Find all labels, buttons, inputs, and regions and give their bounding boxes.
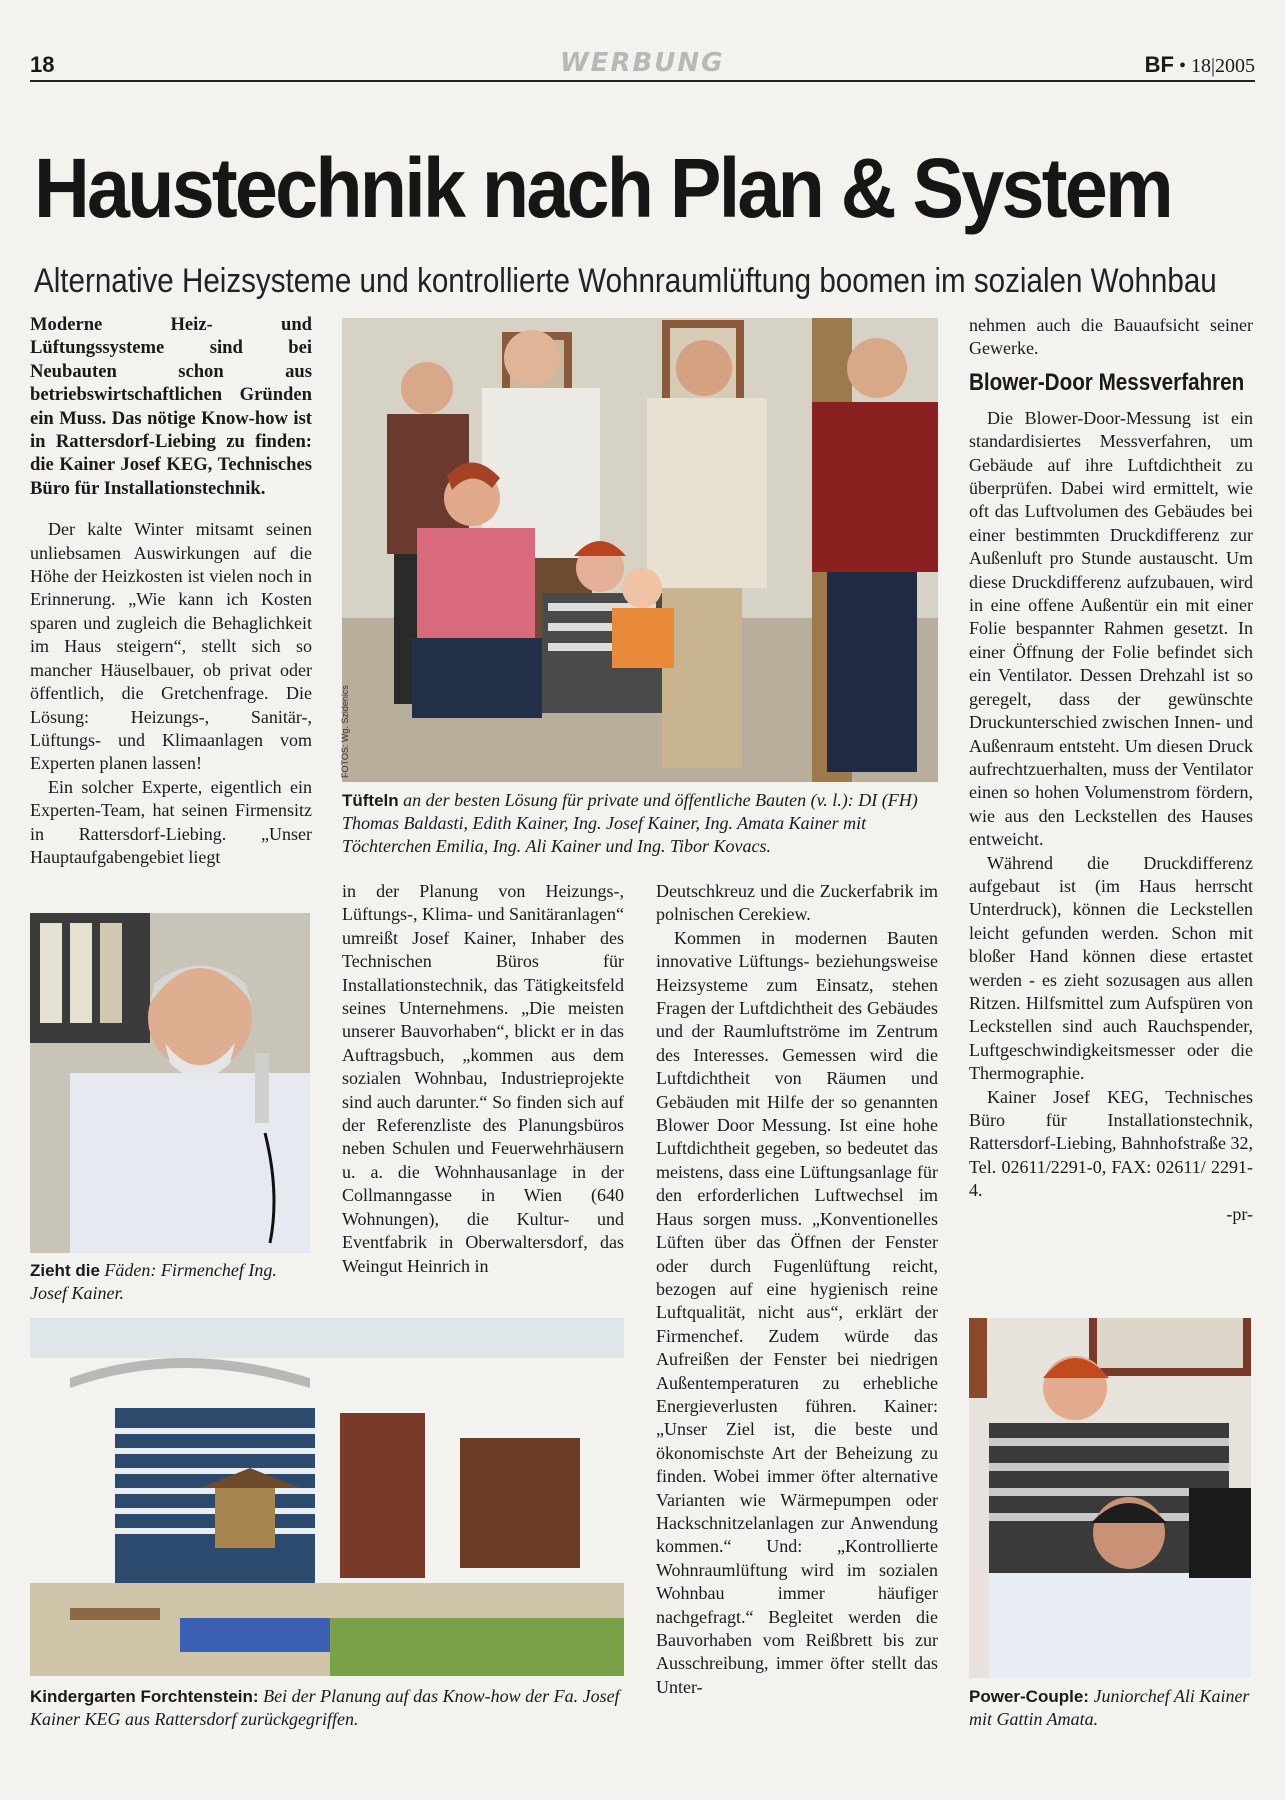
phone-photo-caption bbox=[30, 1259, 310, 1305]
team-photo bbox=[342, 318, 938, 782]
caption-text: an der besten Lösung für private und öffentliche Bauten (v. l.): DI (FH) Thomas Baldasti, Edith Kainer, Ing. Josef Kainer, Ing. Amata Kainer mit Töchterchen Emilia, Ing. Ali Kainer und Ing. Tibor Kovacs. bbox=[342, 790, 918, 856]
body-paragraph: Der kalte Winter mitsamt seinen unliebsamen Auswirkungen auf die Höhe der Heizkosten ist vielen noch in Erinnerung. „Wie kann ich Kosten sparen und zugleich die Behaglichkeit im Haus steigern“, stellt sich so mancher Häuselbauer, ob privat oder öffentlich, die Gretchenfrage. Die Lösung: Heizungs-, Sanitär-, Lüftungs- und Klimaanlagen vom Experten planen lassen! bbox=[30, 519, 312, 774]
caption-keyword: Kindergarten Forchtenstein: bbox=[30, 1687, 259, 1706]
header-rule bbox=[30, 80, 1255, 82]
issue-info: BF • 18|2005 bbox=[1144, 52, 1255, 77]
body-paragraph: nehmen auch die Bauaufsicht seiner Gewerke. bbox=[969, 315, 1253, 359]
caption-text: Bei der Planung auf das Know-how der Fa. Josef Kainer KEG aus Rattersdorf zurückgegriffen. bbox=[30, 1686, 620, 1729]
body-paragraph: Deutschkreuz und die Zuckerfabrik im polnischen Cerekiew. bbox=[656, 881, 938, 925]
column-3 bbox=[656, 880, 938, 1699]
issue-number: 18|2005 bbox=[1190, 55, 1255, 77]
signoff: -pr- bbox=[1226, 1203, 1253, 1224]
subheading: Blower-Door Messverfahren bbox=[969, 368, 1245, 396]
kindergarten-photo-caption bbox=[30, 1685, 624, 1731]
phone-photo bbox=[30, 913, 310, 1253]
body-paragraph: Kommen in modernen Bauten innovative Lüftungs- beziehungsweise Heizsysteme zum Einsatz, stehen Fragen der Luftdichtheit des Gebäudes und der Raumluftströme im Zentrum des Interesses. Gemessen wird die Luftdichtheit von Räumen und Gebäuden mit Hilfe der so genannten Blower Door Messung. Ist eine hohe Luftdichtheit gegeben, so bedeutet das meistens, dass eine Lüftungsanlage für den erforderlichen Luftwechsel im Haus sorgen muss. „Konventionelles Lüften über das Öffnen der Fenster oder durch Fugenlüftung reicht, bezogen auf eine hygienisch reine Luftqualität, nicht aus“, erklärt der Firmenchef. Zudem würde das Aufreißen der Fenster bei niedrigen Außentemperaturen zu erhebliche Energieverlusten führen. Kainer: „Unser Ziel ist, die beste und ökonomischste Art der Beheizung zu finden. Wobei immer öfter alternative Varianten wie Wärmepumpen oder Hackschnitzelanlagen zur Anwendung kommen.“ Und: „Kontrollierte Wohnraumlüftung wird im sozialen Wohnbau immer häufiger nachgefragt.“ Begleitet werden die Bauvorhaben vom Reißbrett bis zur Ausschreibung, immer öfter stellt das Unter- bbox=[656, 927, 938, 1697]
couple-photo bbox=[969, 1318, 1251, 1678]
team-photo-caption bbox=[342, 789, 938, 858]
body-paragraph: Kainer Josef KEG, Technisches Büro für Installationstechnik, Rattersdorf-Liebing, Bahnhofstraße 32, Tel. 02611/2291-0, FAX: 02611/ 2291-4. bbox=[969, 1086, 1253, 1201]
page-number: 18 bbox=[30, 52, 55, 77]
subheadline: Alternative Heizsysteme und kontrollierte Wohnraumlüftung boomen im sozialen Wohnbau bbox=[34, 262, 1217, 300]
column-4 bbox=[969, 314, 1253, 1226]
caption-text: Juniorchef Ali Kainer mit Gattin Amata. bbox=[969, 1686, 1250, 1729]
column-2 bbox=[342, 880, 624, 1278]
headline: Haustechnik nach Plan & System bbox=[34, 141, 1171, 235]
body-paragraph: Die Blower-Door-Messung ist ein standardisiertes Messverfahren, um Gebäude auf ihre Luftdichtheit zu überprüfen. Dabei wird ermittelt, wie oft das Luftvolumen des Gebäudes bei einer bestimmten Druckdifferenz zur Außenluft pro Stunde austauscht. Um diese Druckdifferenz aufzubauen, wird in eine offene Außentür ein mit einer Folie bespannter Rahmen gesetzt. In einer Öffnung der Folie befindet sich ein Ventilator. Dessen Drehzahl ist so geregelt, dass der gewünschte Druckunterschied zwischen Innen- und Außenraum entsteht. Um diesen Druck aufrechtzuerhalten, muss der Ventilator einen so hohen Volumenstrom fördern, wie aus den Leckstellen des Hauses entweicht. bbox=[969, 407, 1253, 850]
caption-keyword: Tüfteln bbox=[342, 791, 399, 810]
couple-photo-caption bbox=[969, 1685, 1251, 1731]
body-paragraph: in der Planung von Heizungs-, Lüftungs-, Klima- und Sanitäranlagen“ umreißt Josef Kainer, Inhaber des Technischen Büros für Installationstechnik, das Tätigkeitsfeld seines Unternehmens. „Die meisten unserer Bauvorhaben“, blickt er in das Auftragsbuch, „kommen aus dem sozialen Wohnbau, Industrieprojekte sind auch darunter.“ So finden sich auf der Referenzliste des Planungsbüros neben Schulen und Feuerwehrhäusern u. a. die Wohnhausanlage in der Collmanngasse in Wien (640 Wohnungen), die Kultur- und Eventfabrik in Oberwaltersdorf, das Weingut Heinrich in bbox=[342, 881, 624, 1276]
lead-paragraph: Moderne Heiz- und Lüftungssysteme sind bei Neubauten schon aus betriebswirtschaftlichen Gründen ein Muss. Das nötige Know-how ist in Rattersdorf-Liebing zu finden: die Kainer Josef KEG, Technisches Büro für Installationstechnik. bbox=[30, 314, 312, 499]
body-paragraph: Während die Druckdifferenz aufgebaut ist (im Haus herrscht Unterdruck), können die Leckstellen leicht gefunden werden. Schon mit bloßer Hand können diese ertastet werden - es zieht sozusagen aus allen Ritzen. Hilfsmittel zum Aufspüren von Leckstellen sind auch Rauchspender, Luftgeschwindigkeitsmesser oder die Thermographie. bbox=[969, 852, 1253, 1084]
kindergarten-photo bbox=[30, 1318, 624, 1676]
caption-text: Fäden: Firmenchef Ing. Josef Kainer. bbox=[30, 1260, 277, 1303]
column-1 bbox=[30, 313, 312, 869]
photo-credit: FOTOS: Wg. Szidenics bbox=[340, 685, 350, 778]
publication-name: BF bbox=[1144, 52, 1174, 77]
body-paragraph: Ein solcher Experte, eigentlich ein Experten-Team, hat seinen Firmensitz in Rattersdorf-Liebing. „Unser Hauptaufgabengebiet liegt bbox=[30, 776, 312, 867]
section-rubric: WERBUNG bbox=[560, 48, 725, 78]
caption-keyword: Power-Couple: bbox=[969, 1687, 1089, 1706]
caption-keyword: Zieht die bbox=[30, 1261, 100, 1280]
